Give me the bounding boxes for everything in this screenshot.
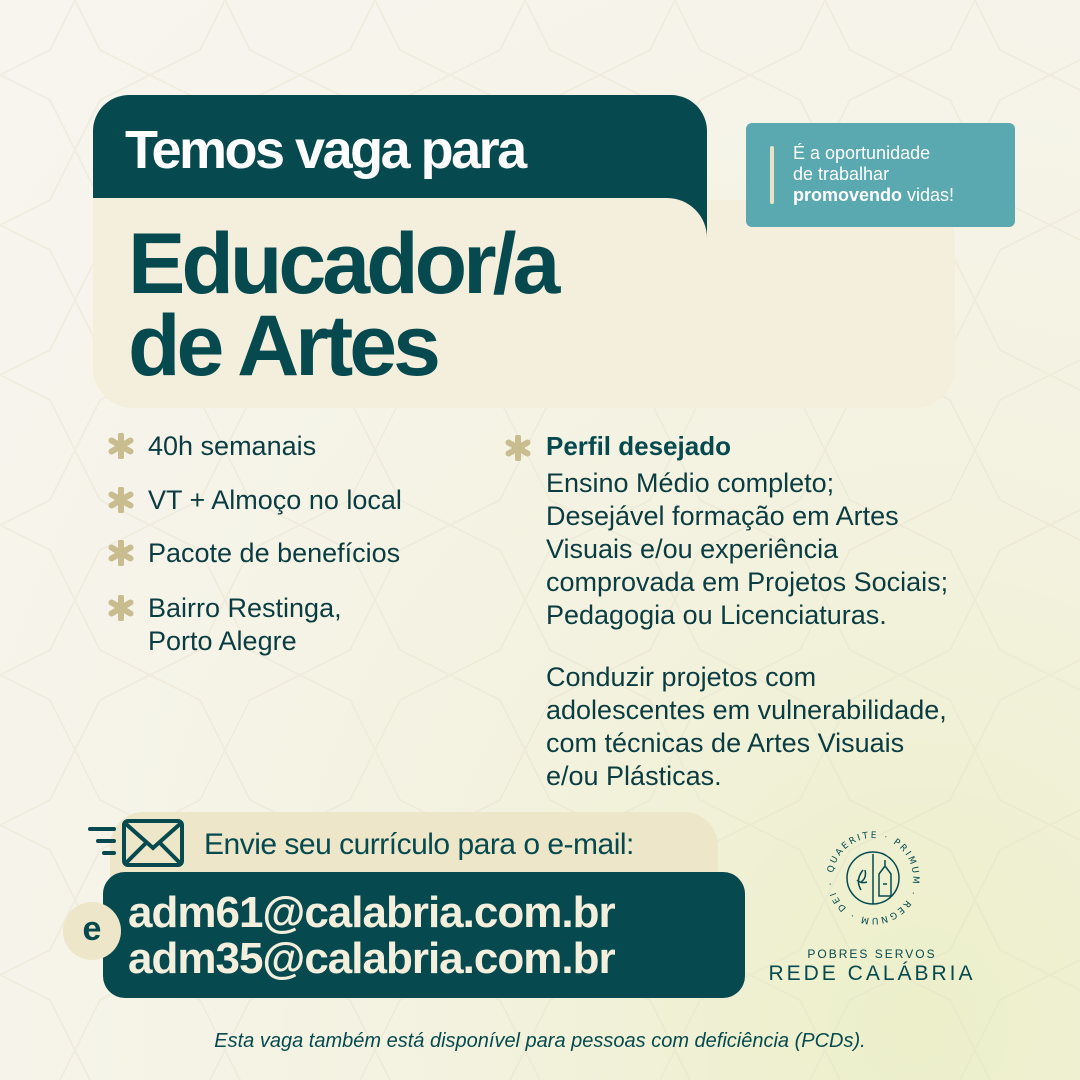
profile-line: Conduzir projetos com [546, 662, 817, 692]
benefit-package: Pacote de benefícios [148, 538, 401, 568]
logo-line1: POBRES SERVOS [807, 947, 937, 961]
pcd-notice: Esta vaga também está disponível para pessoas com deficiência (PCDs). [214, 1030, 866, 1052]
tagline-bold: promovendo [793, 185, 903, 205]
benefit-transport: VT + Almoço no local [148, 485, 402, 515]
benefit-location-1: Bairro Restinga, [148, 593, 342, 623]
star-icon [108, 540, 134, 566]
logo-line2: REDE CALÁBRIA [768, 962, 976, 985]
email-link[interactable]: adm35@calabria.com.br [128, 934, 615, 983]
headline-main [128, 216, 557, 394]
email-badge: e [63, 902, 121, 960]
star-icon [108, 595, 134, 621]
profile-line: comprovada em Projetos Sociais; [546, 567, 949, 597]
star-icon [505, 435, 531, 461]
tagline-end: vidas! [902, 185, 955, 205]
tagline-line1: É a oportunidade [793, 143, 931, 163]
seal-motto: QUAERITE · PRIMUM · REGNUM · DEI · [826, 830, 921, 926]
profile-line: com técnicas de Artes Visuais [546, 728, 905, 758]
headline-line1: Educador/a [128, 216, 557, 312]
benefit-location-2: Porto Alegre [148, 626, 297, 656]
send-label: Envie seu currículo para o e-mail: [204, 828, 634, 861]
tagline-bar [770, 146, 774, 204]
email-link[interactable]: adm61@calabria.com.br [128, 888, 615, 937]
mail-icon [88, 815, 188, 871]
profile-line: adolescentes em vulnerabilidade, [546, 695, 947, 725]
profile-line: e/ou Plásticas. [546, 761, 722, 791]
profile-title: Perfil desejado [546, 431, 731, 461]
star-icon [108, 433, 134, 459]
profile-line: Desejável formação em Artes [546, 501, 899, 531]
benefit-hours: 40h semanais [148, 431, 317, 461]
headline-top: Temos vaga para [125, 120, 525, 180]
rede-calabria-seal-icon [817, 822, 929, 934]
profile-line: Pedagogia ou Licenciaturas. [546, 600, 887, 630]
profile-line: Visuais e/ou experiência [546, 534, 839, 564]
profile-line: Ensino Médio completo; [546, 468, 835, 498]
tagline [793, 143, 954, 206]
star-icon [108, 487, 134, 513]
headline-line2: de Artes [128, 298, 437, 394]
tagline-line3 [793, 185, 954, 206]
tagline-line2: de trabalhar [793, 164, 890, 184]
